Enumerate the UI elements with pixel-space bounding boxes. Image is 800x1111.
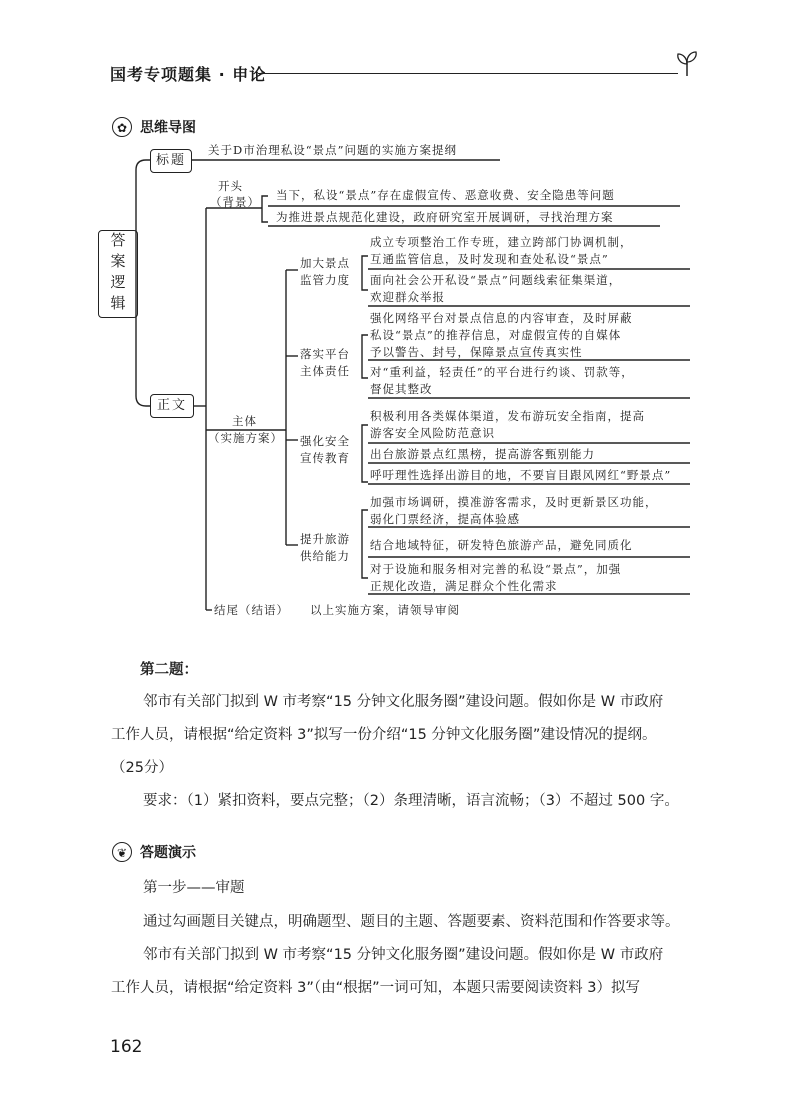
- branch-3-item-2: 出台旅游景点红黑榜，提高游客甄别能力: [370, 447, 595, 461]
- title-node-content: 关于D市治理私设“景点”问题的实施方案提纲: [208, 143, 457, 157]
- branch-4-sublabel: 供给能力: [300, 549, 350, 563]
- branch-4-item-3-line-1: 对于设施和服务相对完善的私设“景点”，加强: [370, 562, 622, 576]
- question-2-requirements: 要求：（1）紧扣资料，要点完整；（2）条理清晰，语言流畅；（3）不超过 500 字。: [143, 793, 679, 809]
- branch-2-item-2-line-2: 督促其整改: [370, 382, 433, 396]
- book-header-title: 国考专项题集 · 申论: [110, 65, 267, 84]
- branch-1-item-2-line-1: 面向社会公开私设“景点”问题线索征集渠道，: [370, 273, 622, 287]
- branch-2-item-2-line-1: 对“重利益，轻责任”的平台进行约谈、罚款等，: [370, 365, 634, 379]
- branch-4-item-1-line-1: 加强市场调研，摸准游客需求，及时更新景区功能，: [370, 495, 658, 509]
- branch-4-item-1-line-2: 弱化门票经济，提高体验感: [370, 512, 520, 526]
- main-sublabel: （实施方案）: [208, 431, 283, 445]
- branch-2-label: 落实平台: [300, 347, 350, 361]
- mindmap-root-node: 答案逻辑: [98, 230, 138, 318]
- opening-item-1: 当下，私设“景点”存在虚假宣传、恶意收费、安全隐患等问题: [276, 188, 615, 202]
- branch-3-item-1-line-1: 积极利用各类媒体渠道，发布游玩安全指南，提高: [370, 409, 645, 423]
- branch-1-label: 加大景点: [300, 256, 350, 270]
- question-2-heading: 第二题：: [140, 662, 198, 678]
- body-node: 正文: [150, 394, 194, 418]
- branch-3-item-3: 呼吁理性选择出游目的地，不要盲目跟风网红“野景点”: [370, 468, 672, 482]
- demo-step-1: 第一步——审题: [143, 880, 245, 896]
- branch-2-sublabel: 主体责任: [300, 364, 350, 378]
- ending-content: 以上实施方案，请领导审阅: [310, 603, 460, 617]
- branch-1-sublabel: 监管力度: [300, 273, 350, 287]
- branch-3-label: 强化安全: [300, 434, 350, 448]
- question-2-line-3: （25分）: [111, 760, 173, 776]
- opening-item-2: 为推进景点规范化建设，政府研究室开展调研，寻找治理方案: [276, 210, 614, 224]
- branch-1-item-2-line-2: 欢迎群众举报: [370, 290, 445, 304]
- demo-section-title: 答题演示: [140, 845, 196, 861]
- branch-3-item-1-line-2: 游客安全风险防范意识: [370, 426, 495, 440]
- branch-1-item-1-line-2: 互通监管信息，及时发现和查处私设“景点”: [370, 252, 609, 266]
- question-2-line-1: 邻市有关部门拟到 W 市考察“15 分钟文化服务圈”建设问题。假如你是 W 市政府: [143, 694, 664, 710]
- branch-4-label: 提升旅游: [300, 532, 350, 546]
- opening-sublabel: （背景）: [210, 195, 260, 209]
- branch-2-item-1-line-2: 私设“景点”的推荐信息，对虚假宣传的自媒体: [370, 328, 622, 342]
- branch-4-item-3-line-2: 正规化改造，满足群众个性化需求: [370, 579, 558, 593]
- branch-2-item-1-line-1: 强化网络平台对景点信息的内容审查，及时屏蔽: [370, 311, 633, 325]
- question-2-line-2: 工作人员，请根据“给定资料 3”拟写一份介绍“15 分钟文化服务圈”建设情况的提纲。: [111, 727, 657, 743]
- page-number: 162: [110, 1037, 143, 1057]
- ending-label: 结尾（结语）: [214, 603, 289, 617]
- demo-line-3: 工作人员，请根据“给定资料 3”（由“根据”一词可知，本题只需要阅读资料 3）拟写: [111, 980, 640, 996]
- flower-icon: ✿: [112, 117, 132, 137]
- branch-3-sublabel: 宣传教育: [300, 451, 350, 465]
- branch-2-item-1-line-3: 予以警告、封号，保障景点宣传真实性: [370, 345, 583, 359]
- main-label: 主体: [232, 414, 257, 428]
- demo-line-2: 邻市有关部门拟到 W 市考察“15 分钟文化服务圈”建设问题。假如你是 W 市政府: [143, 947, 664, 963]
- leaf-icon: ❦: [112, 842, 132, 862]
- demo-line-1: 通过勾画题目关键点，明确题型、题目的主题、答题要素、资料范围和作答要求等。: [143, 914, 680, 930]
- opening-label: 开头: [218, 179, 243, 193]
- branch-4-item-2: 结合地域特征，研发特色旅游产品，避免同质化: [370, 538, 633, 552]
- mindmap-section-title: 思维导图: [140, 120, 196, 136]
- title-node: 标题: [150, 149, 192, 173]
- branch-1-item-1-line-1: 成立专项整治工作专班，建立跨部门协调机制，: [370, 235, 633, 249]
